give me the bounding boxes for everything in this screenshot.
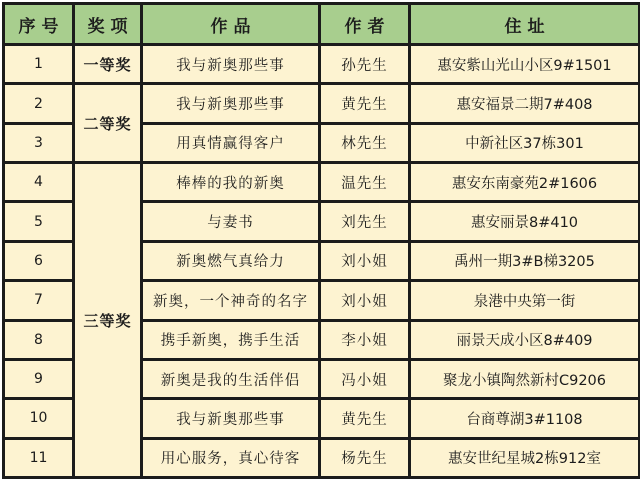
header-cell-work: 作品	[142, 4, 320, 45]
author-cell: 冯小姐	[320, 359, 410, 398]
author-cell: 刘小姐	[320, 241, 410, 280]
work-cell: 用真情赢得客户	[142, 123, 320, 162]
work-cell: 新奥燃气真给力	[142, 241, 320, 280]
address-cell: 丽景天成小区8#409	[410, 320, 640, 359]
header-cell-no: 序号	[4, 4, 74, 45]
address-cell: 惠安丽景8#410	[410, 202, 640, 241]
work-cell: 新奥，一个神奇的名字	[142, 281, 320, 320]
table-row	[4, 84, 640, 123]
work-cell: 携手新奥，携手生活	[142, 320, 320, 359]
work-cell: 我与新奥那些事	[142, 45, 320, 84]
author-cell: 孙先生	[320, 45, 410, 84]
work-cell: 棒棒的我的新奥	[142, 163, 320, 202]
address-cell: 惠安福景二期7#408	[410, 84, 640, 123]
row-number-cell: 7	[4, 281, 74, 320]
row-number-cell: 5	[4, 202, 74, 241]
row-number-cell: 10	[4, 399, 74, 438]
address-cell: 中新社区37栋301	[410, 123, 640, 162]
row-number-cell: 3	[4, 123, 74, 162]
author-cell: 杨先生	[320, 438, 410, 477]
header-cell-address: 住址	[410, 4, 640, 45]
award-cell: 三等奖	[74, 163, 142, 478]
author-cell: 刘先生	[320, 202, 410, 241]
row-number-cell: 2	[4, 84, 74, 123]
author-cell: 林先生	[320, 123, 410, 162]
author-cell: 李小姐	[320, 320, 410, 359]
address-cell: 惠安紫山光山小区9#1501	[410, 45, 640, 84]
prize-table	[2, 2, 640, 479]
award-cell: 二等奖	[74, 84, 142, 163]
work-cell: 我与新奥那些事	[142, 399, 320, 438]
author-cell: 刘小姐	[320, 281, 410, 320]
header-cell-award: 奖项	[74, 4, 142, 45]
table-body	[4, 45, 640, 478]
work-cell: 我与新奥那些事	[142, 84, 320, 123]
author-cell: 黄先生	[320, 399, 410, 438]
address-cell: 台商尊湖3#1108	[410, 399, 640, 438]
row-number-cell: 4	[4, 163, 74, 202]
table-row	[4, 45, 640, 84]
author-cell: 温先生	[320, 163, 410, 202]
row-number-cell: 9	[4, 359, 74, 398]
table-row	[4, 163, 640, 202]
work-cell: 新奥是我的生活伴侣	[142, 359, 320, 398]
row-number-cell: 1	[4, 45, 74, 84]
address-cell: 惠安东南豪苑2#1606	[410, 163, 640, 202]
address-cell: 聚龙小镇陶然新村C9206	[410, 359, 640, 398]
row-number-cell: 8	[4, 320, 74, 359]
row-number-cell: 6	[4, 241, 74, 280]
header-cell-author: 作者	[320, 4, 410, 45]
award-cell: 一等奖	[74, 45, 142, 84]
address-cell: 惠安世纪星城2栋912室	[410, 438, 640, 477]
row-number-cell: 11	[4, 438, 74, 477]
address-cell: 禹州一期3#B梯3205	[410, 241, 640, 280]
header-row	[4, 4, 640, 45]
work-cell: 与妻书	[142, 202, 320, 241]
table-header	[4, 4, 640, 45]
work-cell: 用心服务，真心待客	[142, 438, 320, 477]
address-cell: 泉港中央第一街	[410, 281, 640, 320]
author-cell: 黄先生	[320, 84, 410, 123]
